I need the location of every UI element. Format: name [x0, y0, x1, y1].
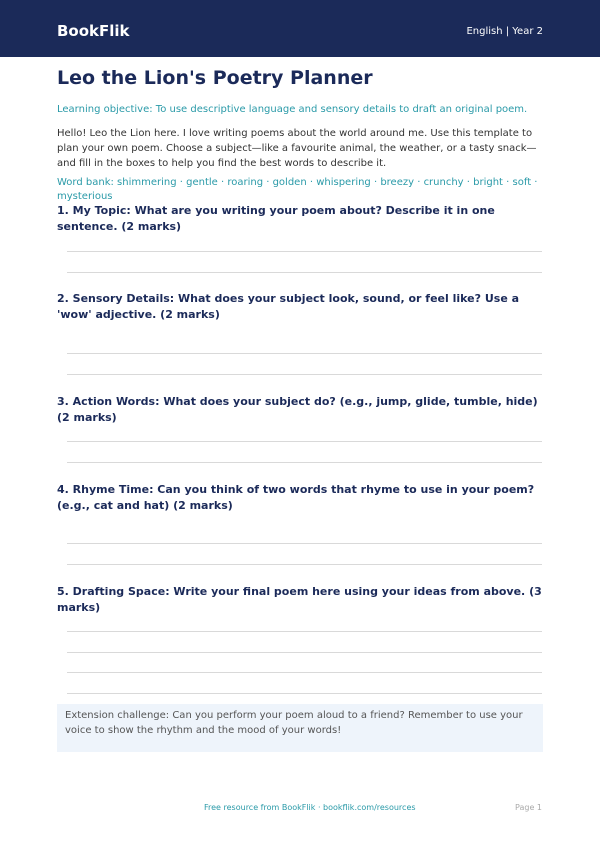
answer-line	[67, 272, 542, 273]
brand-logo: BookFlik	[57, 22, 130, 40]
extension-text: Extension challenge: Can you perform your poem aloud to a friend? Remember to use your voice to show the rhythm and the mood of your words!	[65, 710, 523, 736]
question-5-text: 5. Drafting Space: Write your final poem here using your ideas from above. (3 marks)	[57, 585, 542, 614]
question-2-text: 2. Sensory Details: What does your subject look, sound, or feel like? Use a 'wow' adjective. (2 marks)	[57, 292, 520, 321]
answer-line	[67, 543, 542, 544]
page-header	[0, 0, 600, 57]
answer-line	[67, 462, 542, 463]
answer-line	[67, 441, 542, 442]
answer-line	[67, 564, 542, 565]
question-4-text: 4. Rhyme Time: Can you think of two words that rhyme to use in your poem? (e.g., cat and hat) (2 marks)	[57, 483, 535, 512]
question-1-text: 1. My Topic: What are you writing your poem about? Describe it in one sentence. (2 marks)	[57, 204, 495, 233]
question-5	[57, 584, 543, 616]
question-2	[57, 291, 543, 323]
learning-objective: Learning objective: To use descriptive language and sensory details to draft an original poem.	[57, 104, 528, 115]
answer-line	[67, 672, 542, 673]
page-number: Page 1	[515, 803, 542, 812]
answer-line	[67, 353, 542, 354]
page-title: Leo the Lion's Poetry Planner	[57, 67, 373, 89]
question-1	[57, 203, 543, 235]
question-4	[57, 482, 543, 514]
answer-line	[67, 693, 542, 694]
worksheet-content	[57, 66, 543, 736]
extension-box	[57, 704, 543, 752]
answer-line	[67, 631, 542, 632]
question-3	[57, 394, 543, 426]
intro-paragraph: Hello! Leo the Lion here. I love writing poems about the world around me. Use this template to plan your own poem. Choose a subject—like a favourite animal, the weather, or a tasty snack—and fill in the boxes to help you find the best words to describe it.	[57, 128, 537, 169]
answer-line	[67, 652, 542, 653]
subject-year-label: English | Year 2	[466, 26, 543, 37]
footer-credit: Free resource from BookFlik · bookflik.com/resources	[204, 803, 416, 812]
question-3-text: 3. Action Words: What does your subject do? (e.g., jump, glide, tumble, hide) (2 marks)	[57, 395, 538, 424]
answer-line	[67, 374, 542, 375]
answer-line	[67, 251, 542, 252]
word-bank: Word bank: shimmering · gentle · roaring · golden · whispering · breezy · crunchy · bright · soft · mysterious	[57, 177, 538, 202]
